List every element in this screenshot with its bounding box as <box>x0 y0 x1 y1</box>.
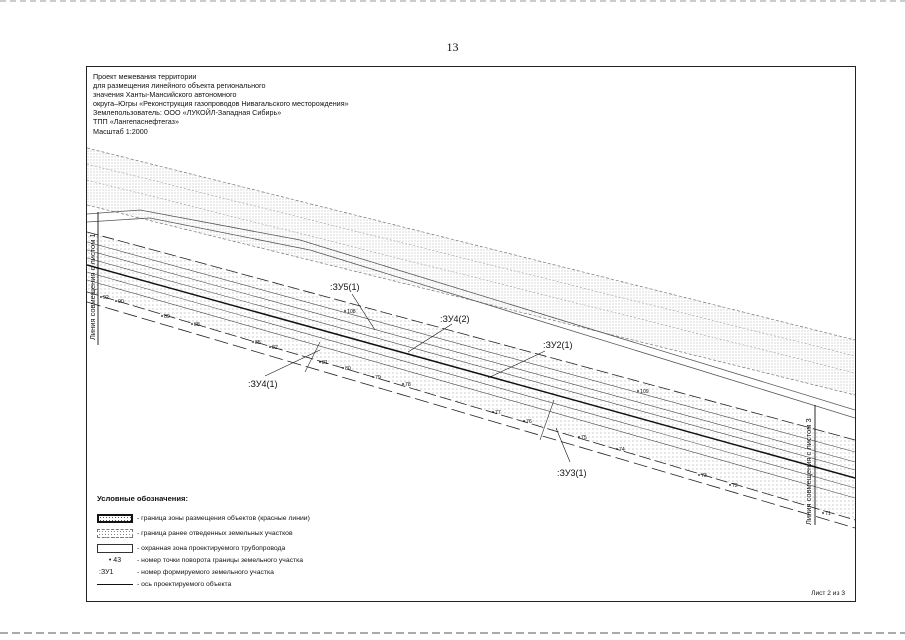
turning-point-number: 76 <box>526 419 532 425</box>
page-number: 13 <box>446 40 459 54</box>
turning-point-number: 71 <box>825 511 831 517</box>
turning-point-number: 74 <box>619 447 625 453</box>
turning-point-number: 109 <box>640 389 649 395</box>
legend-label: - ось проектируемого объекта <box>137 580 232 588</box>
parcel-label: :ЗУ2(1) <box>543 340 573 350</box>
turning-point-number: 80 <box>345 366 351 372</box>
title-line: Землепользователь: ООО «ЛУКОЙЛ-Западная Сибирь» <box>93 108 282 118</box>
turning-point-number: 108 <box>347 309 356 315</box>
turning-point-number: 72 <box>732 483 738 489</box>
legend-label: - охранная зона проектируемого трубопровода <box>137 544 286 552</box>
parcel-label: :ЗУ5(1) <box>330 282 360 292</box>
legend-item-parcel-number <box>97 566 274 578</box>
legend-label: - граница ранее отведенных земельных участков <box>137 529 293 537</box>
turning-point-number: 89 <box>164 314 170 320</box>
parcel-label: :ЗУ4(2) <box>440 314 470 324</box>
turning-point-number: 82 <box>272 345 278 351</box>
legend-item-axis <box>97 578 231 590</box>
scale-line: Масштаб 1:2000 <box>93 126 148 136</box>
turning-point-number: 73 <box>701 473 707 479</box>
red-line-symbol <box>97 514 133 523</box>
matchline-left-label: Линия совмещения с листом 1 <box>88 233 97 340</box>
parcel-leader <box>265 350 320 376</box>
turning-point-number: 81 <box>322 360 328 366</box>
turning-point-number: 92 <box>103 295 109 301</box>
sheet-number: Лист 2 из 3 <box>811 590 845 597</box>
title-line: Проект межевания территории <box>93 72 197 81</box>
turning-point-number: 79 <box>375 375 381 381</box>
legend-label: - номер формируемого земельного участка <box>137 568 274 576</box>
legend-label: - граница зоны размещения объектов (красные линии) <box>137 514 310 522</box>
legend-label: - номер точки поворота границы земельного участка <box>137 556 304 564</box>
turning-point-number: 75 <box>581 435 587 441</box>
turning-point-number: 85 <box>255 340 261 346</box>
turning-point-symbol: • 43 <box>108 556 122 564</box>
object-axis-symbol <box>97 580 133 589</box>
guard-zone-line <box>87 272 855 488</box>
matchline-right-label: Линия совмещения с листом 3 <box>804 418 813 525</box>
parcel-number-symbol: :ЗУ1 <box>99 568 114 576</box>
title-line: ТПП «Лангепаснефтегаз» <box>93 117 179 127</box>
title-line: округа–Югры «Реконструкция газопроводов Нивагальского месторождения» <box>93 99 349 109</box>
turning-point-number: 77 <box>495 410 501 416</box>
turning-point-number: 78 <box>405 382 411 388</box>
legend-item-previous-allotment <box>97 527 293 539</box>
title-line: значения Ханты-Мансийского автономного <box>93 90 237 100</box>
turning-point-number: 90 <box>118 299 124 305</box>
parcel-label: :ЗУ3(1) <box>557 468 587 478</box>
scan-artifact-bottom <box>0 632 905 634</box>
legend-item-red-lines <box>97 512 310 524</box>
legend-item-turning-point <box>97 554 303 566</box>
legend-title: Условные обозначения: <box>97 494 189 503</box>
legend-item-guard-zone <box>97 542 285 554</box>
turning-point-number: 88 <box>194 322 200 328</box>
previous-allotment-symbol <box>97 529 133 538</box>
parcel-label: :ЗУ4(1) <box>248 379 278 389</box>
guard-zone-symbol <box>97 544 133 553</box>
title-line: для размещения линейного объекта регионального <box>93 81 266 91</box>
